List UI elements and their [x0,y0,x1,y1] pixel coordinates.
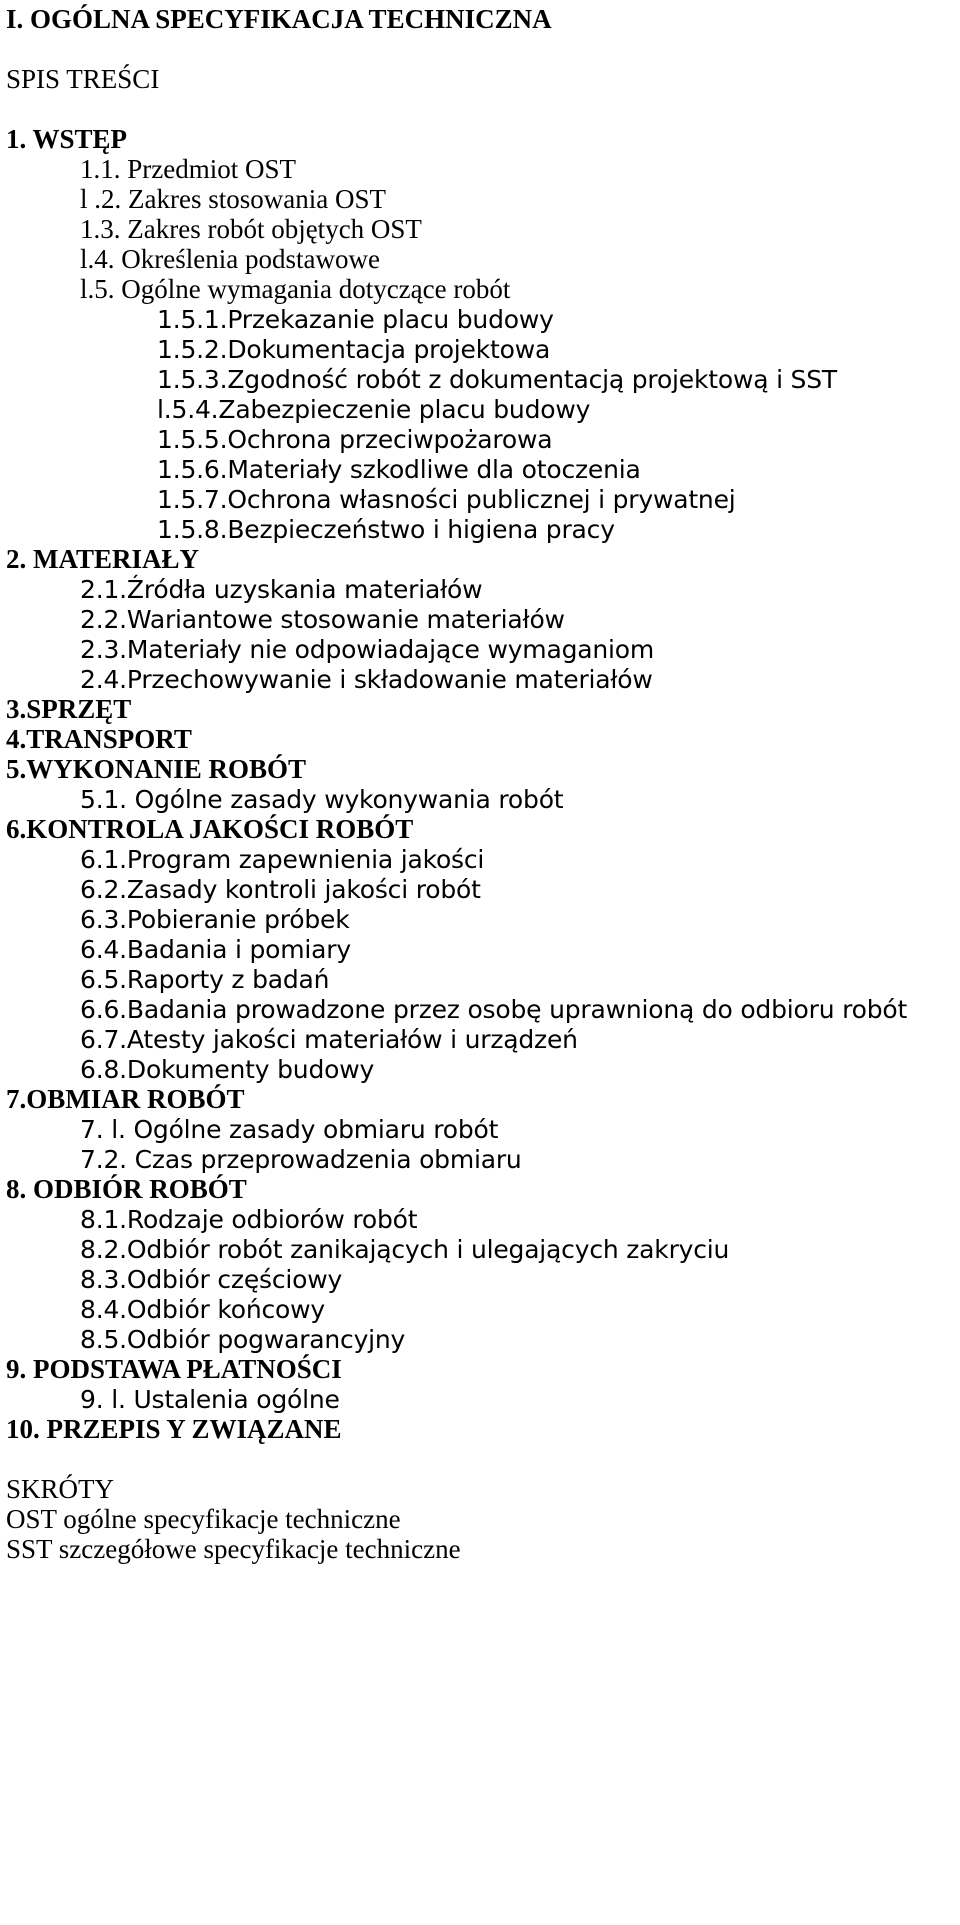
toc-item-2-2: 2.2.Wariantowe stosowanie materiałów [80,605,565,634]
toc-item-6-2: 6.2.Zasady kontroli jakości robót [80,875,481,904]
toc-item-6-3: 6.3.Pobieranie próbek [80,905,350,934]
toc-section-10: 10. PRZEPIS Y ZWIĄZANE [6,1414,342,1444]
toc-item-6-5: 6.5.Raporty z badań [80,965,330,994]
toc-item-2-3: 2.3.Materiały nie odpowiadające wymaganiom [80,635,654,664]
toc-section-6: 6.KONTROLA JAKOŚCI ROBÓT [6,814,414,844]
toc-item-1-5-8: 1.5.8.Bezpieczeństwo i higiena pracy [157,515,615,544]
toc-item-8-2: 8.2.Odbiór robót zanikających i ulegających zakryciu [80,1235,730,1264]
toc-item-1-5-6: 1.5.6.Materiały szkodliwe dla otoczenia [157,455,641,484]
toc-item-6-8: 6.8.Dokumenty budowy [80,1055,375,1084]
toc-item-8-1: 8.1.Rodzaje odbiorów robót [80,1205,418,1234]
toc-item-1-1: 1.1. Przedmiot OST [80,154,296,184]
abbreviation-ost: OST ogólne specyfikacje techniczne [6,1504,401,1534]
toc-item-7-2: 7.2. Czas przeprowadzenia obmiaru [80,1145,522,1174]
toc-item-2-4: 2.4.Przechowywanie i składowanie materiałów [80,665,653,694]
toc-item-9-1: 9. l. Ustalenia ogólne [80,1385,340,1414]
toc-item-8-5: 8.5.Odbiór pogwarancyjny [80,1325,406,1354]
toc-heading: SPIS TREŚCI [6,64,160,94]
abbreviation-sst: SST szczegółowe specyfikacje techniczne [6,1534,461,1564]
toc-section-5: 5.WYKONANIE ROBÓT [6,754,307,784]
toc-item-1-5-1: 1.5.1.Przekazanie placu budowy [157,305,554,334]
toc-item-2-1: 2.1.Źródła uzyskania materiałów [80,575,483,604]
toc-item-6-4: 6.4.Badania i pomiary [80,935,351,964]
toc-item-1-3: 1.3. Zakres robót objętych OST [80,214,422,244]
toc-section-3: 3.SPRZĘT [6,694,132,724]
toc-section-2: 2. MATERIAŁY [6,544,200,574]
abbreviations-heading: SKRÓTY [6,1474,115,1504]
toc-item-5-1: 5.1. Ogólne zasady wykonywania robót [80,785,564,814]
toc-section-7: 7.OBMIAR ROBÓT [6,1084,245,1114]
toc-item-7-1: 7. l. Ogólne zasady obmiaru robót [80,1115,499,1144]
toc-section-4: 4.TRANSPORT [6,724,192,754]
toc-item-1-4: l.4. Określenia podstawowe [80,244,380,274]
toc-item-8-3: 8.3.Odbiór częściowy [80,1265,343,1294]
toc-item-1-5-3: 1.5.3.Zgodność robót z dokumentacją projektową i SST [157,365,837,394]
toc-item-1-2: l .2. Zakres stosowania OST [80,184,386,214]
toc-item-6-1: 6.1.Program zapewnienia jakości [80,845,485,874]
toc-item-6-7: 6.7.Atesty jakości materiałów i urządzeń [80,1025,578,1054]
document-title: I. OGÓLNA SPECYFIKACJA TECHNICZNA [6,4,552,34]
toc-item-6-6: 6.6.Badania prowadzone przez osobę uprawnioną do odbioru robót [80,995,908,1024]
toc-section-8: 8. ODBIÓR ROBÓT [6,1174,247,1204]
toc-section-1: 1. WSTĘP [6,124,128,154]
toc-item-1-5-2: 1.5.2.Dokumentacja projektowa [157,335,551,364]
toc-item-1-5-7: 1.5.7.Ochrona własności publicznej i prywatnej [157,485,736,514]
toc-section-9: 9. PODSTAWA PŁATNOŚCI [6,1354,342,1384]
toc-item-8-4: 8.4.Odbiór końcowy [80,1295,325,1324]
toc-item-1-5-5: 1.5.5.Ochrona przeciwpożarowa [157,425,553,454]
toc-item-1-5: l.5. Ogólne wymagania dotyczące robót [80,274,511,304]
toc-item-1-5-4: l.5.4.Zabezpieczenie placu budowy [157,395,591,424]
